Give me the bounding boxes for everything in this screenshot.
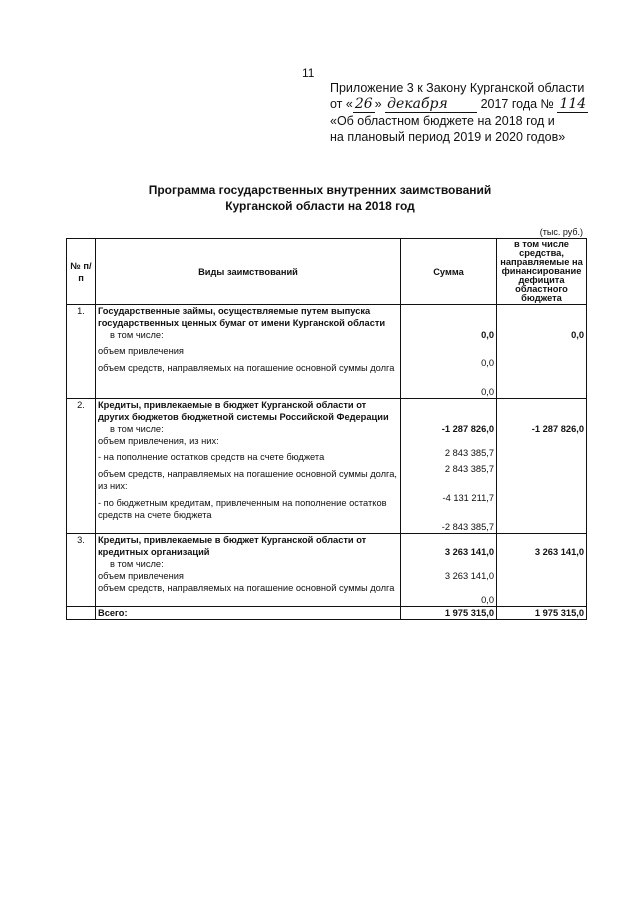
row-deficit-cell bbox=[497, 399, 587, 534]
row-sum: 0,0 bbox=[481, 330, 494, 340]
row-item-label: - на пополнение остатков средств на счете бюджета bbox=[98, 452, 325, 462]
row-sum-cell bbox=[401, 399, 497, 534]
annex-line-2 bbox=[330, 96, 588, 113]
row-item-sum: 2 843 385,7 bbox=[444, 448, 494, 458]
row-item-sum: -2 843 385,7 bbox=[441, 522, 494, 532]
row-deficit-cell bbox=[497, 534, 587, 607]
title-line-1: Программа государственных внутренних заимствований bbox=[148, 183, 492, 197]
row-incl: в том числе: bbox=[110, 330, 164, 340]
annex-day: 26 bbox=[354, 96, 373, 112]
header-no: № п/п bbox=[67, 239, 96, 305]
row-item-sum: 0,0 bbox=[481, 387, 494, 397]
row-description bbox=[96, 399, 401, 534]
annex-month: декабря bbox=[385, 96, 477, 113]
row-description bbox=[96, 534, 401, 607]
row-item-sum: 3 263 141,0 bbox=[444, 571, 494, 581]
row-sum-cell bbox=[401, 305, 497, 399]
units-label: (тыс. руб.) bbox=[539, 227, 583, 237]
annex-year: 2017 года № bbox=[480, 97, 554, 111]
total-sum: 1 975 315,0 bbox=[401, 607, 497, 620]
document-title bbox=[0, 182, 640, 214]
page-number: 11 bbox=[302, 66, 315, 80]
total-no-cell bbox=[67, 607, 96, 620]
borrowing-table bbox=[66, 238, 587, 620]
row-sum-cell bbox=[401, 534, 497, 607]
table-row bbox=[67, 399, 587, 534]
row-title: Кредиты, привлекаемые в бюджет Курганской области от других бюджетов бюджетной системы Российской Федерации bbox=[98, 400, 389, 422]
table-row bbox=[67, 534, 587, 607]
row-item-sum: 0,0 bbox=[481, 595, 494, 605]
annex-number: 114 bbox=[559, 96, 587, 112]
row-incl: в том числе: bbox=[110, 559, 164, 569]
header-sum: Сумма bbox=[401, 239, 497, 305]
row-item-sum: 0,0 bbox=[481, 358, 494, 368]
row-item-label: объем привлечения, из них: bbox=[98, 436, 219, 446]
annex-header bbox=[330, 80, 588, 145]
row-description bbox=[96, 305, 401, 399]
header-deficit: в том числе средства, направляемые на финансирование дефицита областного бюджета bbox=[497, 239, 587, 305]
row-deficit: 0,0 bbox=[571, 330, 584, 340]
annex-line-1: Приложение 3 к Закону Курганской области bbox=[330, 81, 585, 95]
annex-line-3: «Об областном бюджете на 2018 год и bbox=[330, 114, 555, 128]
row-item-label: объем средств, направляемых на погашение основной суммы долга, из них: bbox=[98, 469, 398, 491]
row-incl: в том числе: bbox=[110, 424, 164, 434]
title-line-2: Курганской области на 2018 год bbox=[225, 199, 415, 213]
row-deficit-cell bbox=[497, 305, 587, 399]
row-deficit: -1 287 826,0 bbox=[531, 424, 584, 434]
row-item-label: объем привлечения bbox=[98, 346, 184, 356]
row-item-label: - по бюджетным кредитам, привлеченным на пополнение остатков средств на счете бюджета bbox=[98, 498, 387, 520]
table-row bbox=[67, 305, 587, 399]
row-item-sum: -4 131 211,7 bbox=[442, 493, 494, 503]
row-item-label: объем средств, направляемых на погашение основной суммы долга bbox=[98, 363, 395, 373]
annex-day-close: » bbox=[374, 97, 382, 111]
row-number: 3. bbox=[67, 534, 96, 607]
annex-ot: от « bbox=[330, 97, 353, 111]
row-sum: 3 263 141,0 bbox=[444, 547, 494, 557]
total-row bbox=[67, 607, 587, 620]
row-title: Государственные займы, осуществляемые путем выпуска государственных ценных бумаг от имени Курганской области bbox=[98, 306, 386, 328]
table-header-row bbox=[67, 239, 587, 305]
row-deficit: 3 263 141,0 bbox=[534, 547, 584, 557]
row-item-label: объем привлечения bbox=[98, 571, 184, 581]
row-sum: -1 287 826,0 bbox=[441, 424, 494, 434]
row-number: 2. bbox=[67, 399, 96, 534]
header-desc: Виды заимствований bbox=[96, 239, 401, 305]
row-item-label: объем средств, направляемых на погашение основной суммы долга bbox=[98, 583, 395, 593]
total-label: Всего: bbox=[96, 607, 401, 620]
row-item-sum: 2 843 385,7 bbox=[444, 464, 494, 474]
total-deficit: 1 975 315,0 bbox=[497, 607, 587, 620]
row-number: 1. bbox=[67, 305, 96, 399]
annex-line-4: на плановый период 2019 и 2020 годов» bbox=[330, 130, 566, 144]
row-title: Кредиты, привлекаемые в бюджет Курганской области от кредитных организаций bbox=[98, 535, 367, 557]
